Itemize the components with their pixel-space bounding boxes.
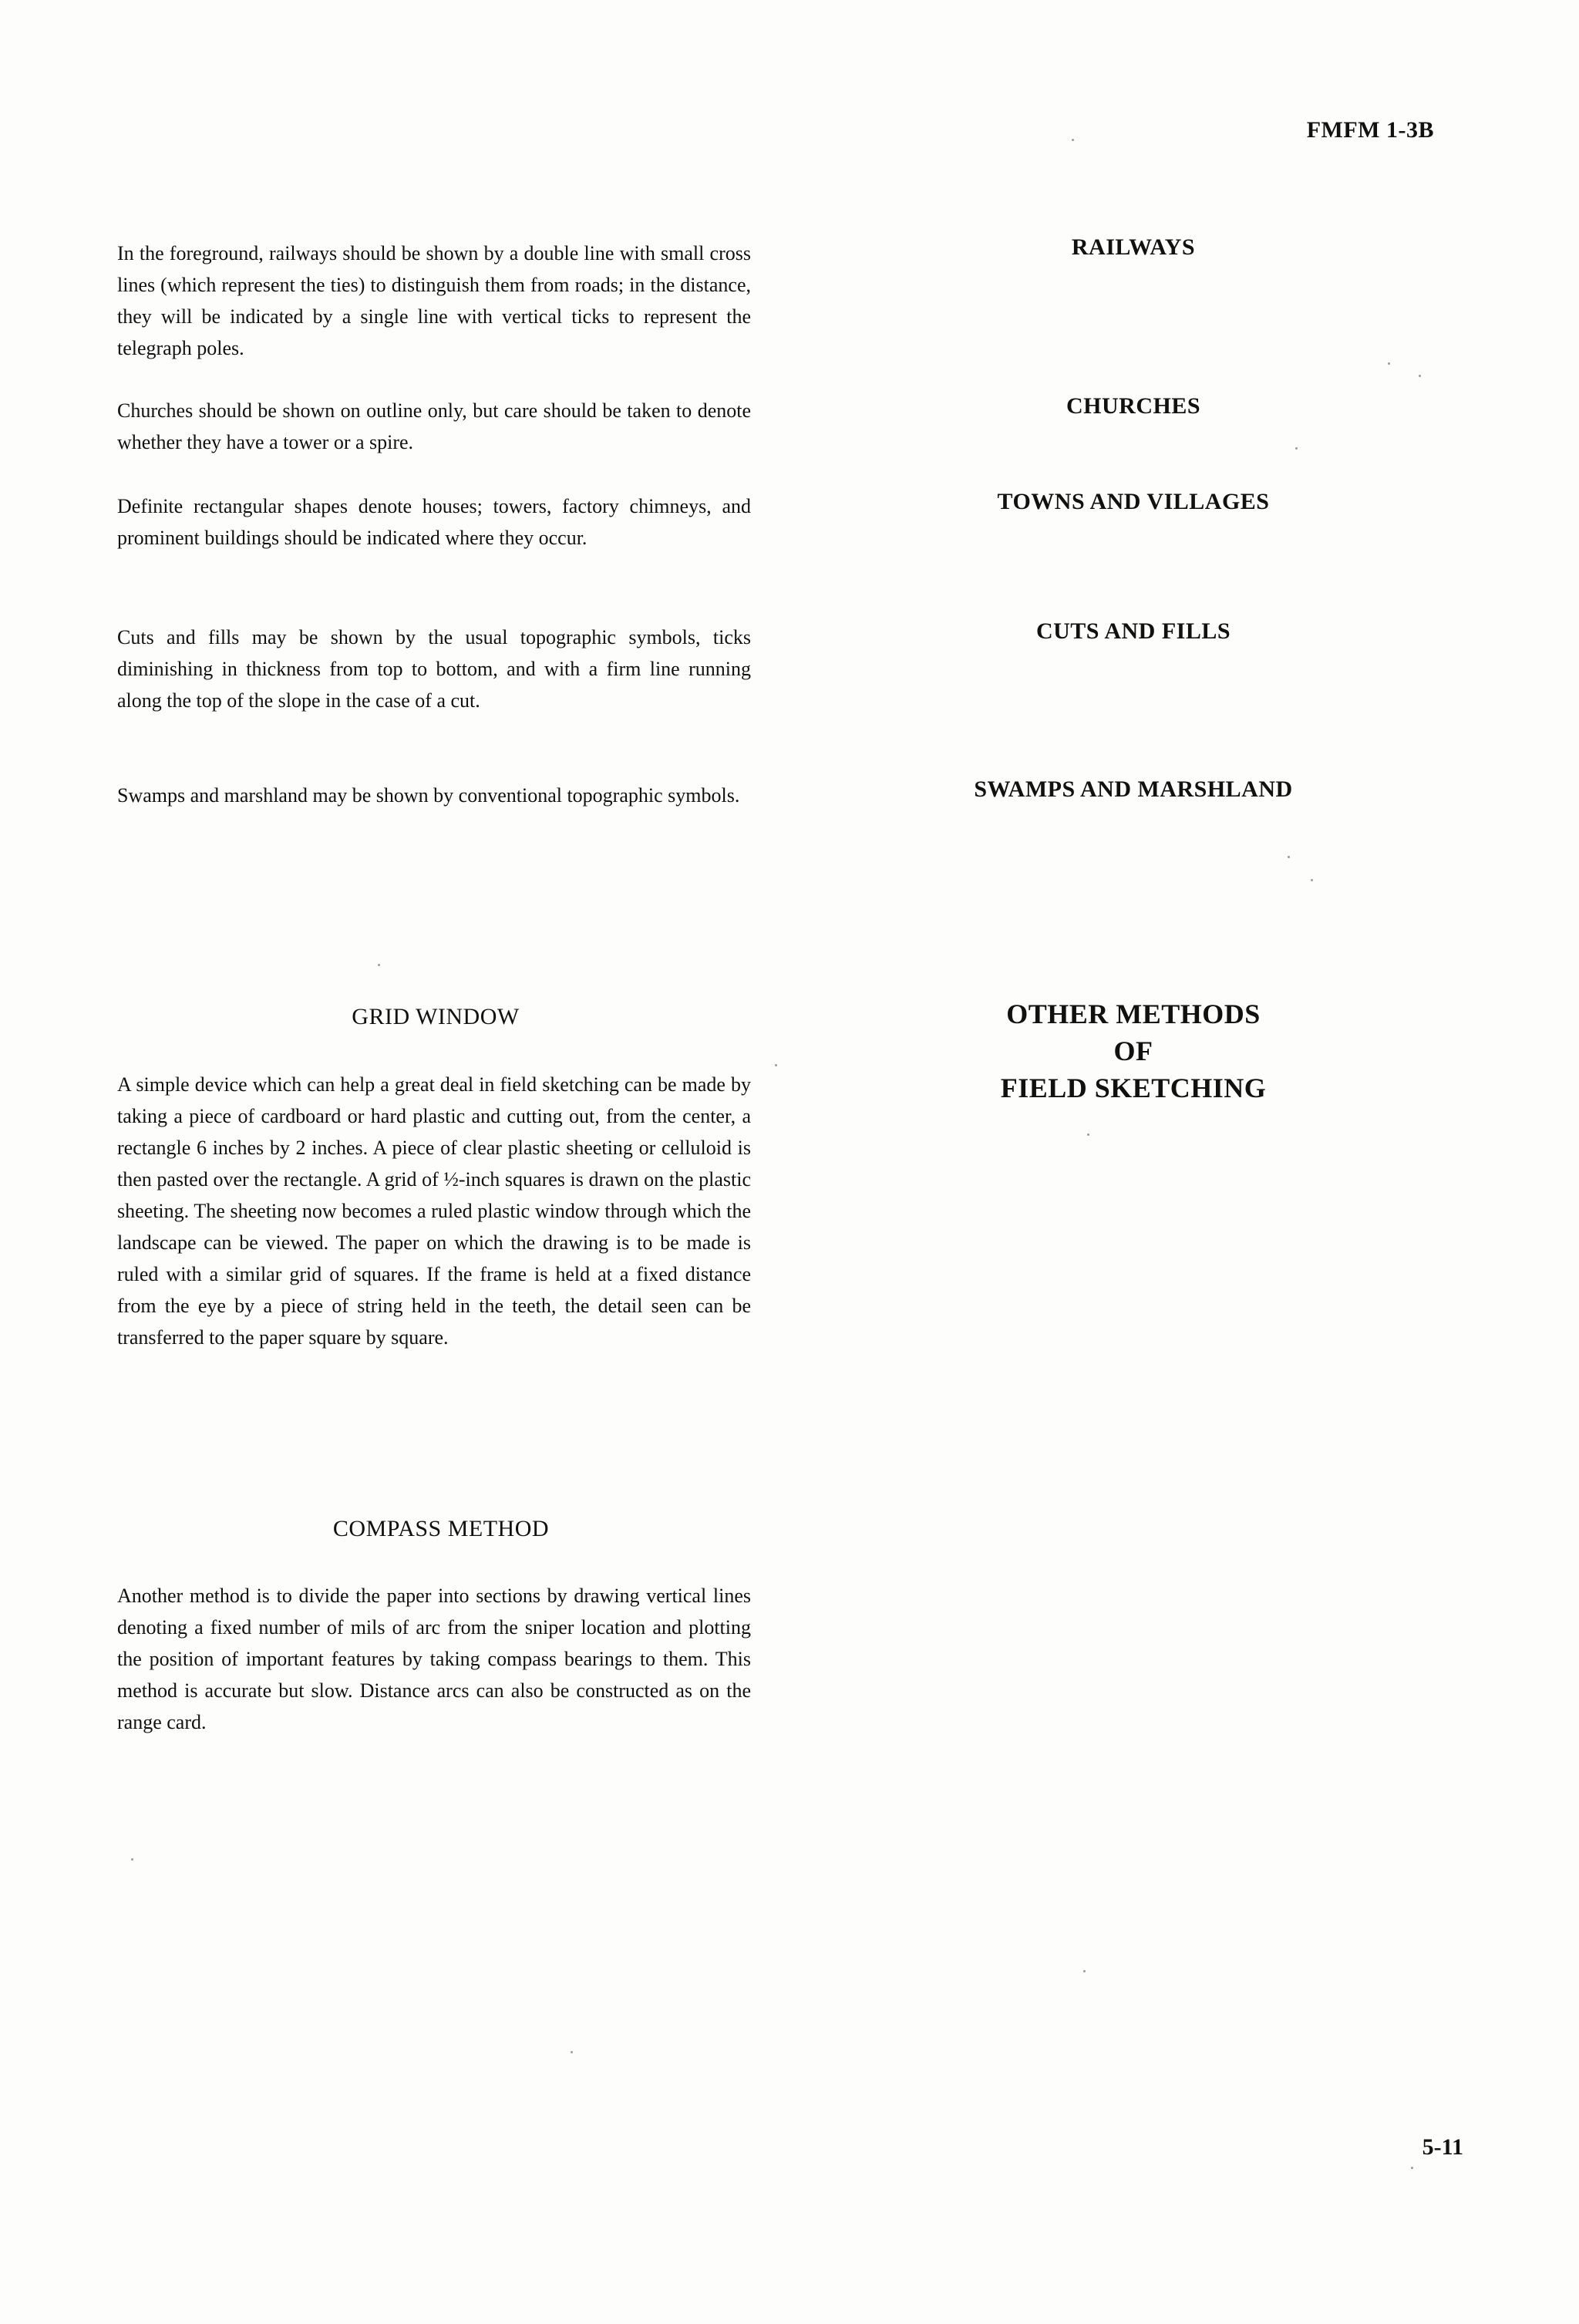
- section-title-compass-method: COMPASS METHOD: [332, 1516, 550, 1541]
- scan-speck: [131, 1858, 133, 1861]
- major-heading-line-3: FIELD SKETCHING: [1000, 1073, 1267, 1103]
- major-heading-line-2: OF: [1113, 1036, 1153, 1066]
- scan-speck: [1072, 139, 1074, 141]
- scan-speck: [775, 1064, 777, 1066]
- paragraph-swamps-and-marshland: Swamps and marshland may be shown by conventional topographic symbols.: [117, 784, 740, 807]
- paragraph-grid-window: A simple device which can help a great deal in field sketching can be made by taking a piece of cardboard or hard plastic and cutting out, from the center, a rectangle 6 inches by 2 inches. A piece of clear plastic sheeting or celluloid is then pasted over the rectangle. A grid of ½-inch squares is drawn on the plastic sheeting. The sheeting now becomes a ruled plastic window through which the landscape can be viewed. The paper on which the drawing is to be made is ruled with a similar grid of squares. If the frame is held at a fixed distance from the eye by a piece of string held in the teeth, the detail seen can be transferred to the paper square by square.: [117, 1073, 751, 1349]
- paragraph-railways: In the foreground, railways should be shown by a double line with small cross lines (which represent the ties) to distinguish them from roads; in the distance, they will be indicated by a single line with vertical ticks to represent the telegraph poles.: [117, 242, 751, 359]
- scan-speck: [1087, 1133, 1089, 1136]
- side-heading-towns-and-villages: TOWNS AND VILLAGES: [997, 489, 1270, 514]
- paragraph-towns-and-villages: Definite rectangular shapes denote houses; towers, factory chimneys, and prominent buildings should be indicated where they occur.: [117, 495, 751, 549]
- major-heading-line-1: OTHER METHODS: [1006, 999, 1261, 1029]
- side-heading-churches: CHURCHES: [1066, 393, 1201, 419]
- side-heading-cuts-and-fills: CUTS AND FILLS: [1035, 618, 1231, 644]
- scan-speck: [1288, 856, 1290, 858]
- major-heading-other-methods: [941, 995, 1326, 1106]
- page-number: 5-11: [1422, 2134, 1463, 2160]
- paragraph-cuts-and-fills: Cuts and fills may be shown by the usual topographic symbols, ticks diminishing in thickness from top to bottom, and with a firm line running along the top of the slope in the case of a cut.: [117, 626, 751, 712]
- scan-speck: [1388, 362, 1390, 365]
- section-title-grid-window: GRID WINDOW: [352, 1004, 520, 1029]
- scan-speck: [1411, 2167, 1413, 2169]
- scan-speck: [1083, 1970, 1086, 1972]
- side-heading-swamps-and-marshland: SWAMPS AND MARSHLAND: [974, 776, 1293, 802]
- scan-speck: [378, 964, 380, 966]
- document-id: FMFM 1-3B: [1306, 117, 1434, 143]
- scan-speck: [1311, 879, 1313, 881]
- side-heading-railways: RAILWAYS: [1071, 234, 1196, 260]
- paragraph-compass-method: Another method is to divide the paper into sections by drawing vertical lines denoting a fixed number of mils of arc from the sniper location and plotting the position of important features by taking compass bearings to them. This method is accurate but slow. Distance arcs can also be constructed as on the range card.: [117, 1585, 751, 1733]
- paragraph-churches: Churches should be shown on outline only, but care should be taken to denote whether they have a tower or a spire.: [117, 399, 751, 453]
- scan-speck: [1419, 375, 1421, 377]
- scan-speck: [571, 2051, 573, 2053]
- scan-speck: [1295, 447, 1298, 450]
